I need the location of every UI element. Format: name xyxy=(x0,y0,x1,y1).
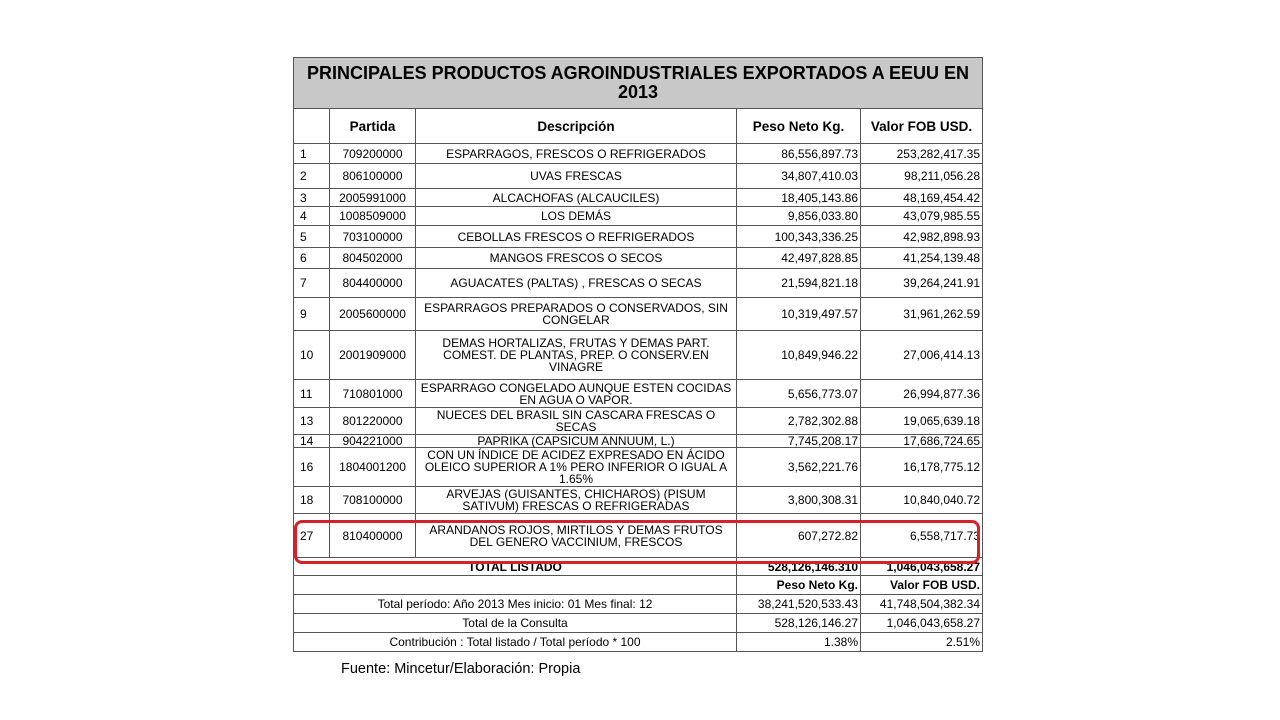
row-number: 9 xyxy=(294,298,330,331)
row-descripcion: ARANDANOS ROJOS, MIRTILOS Y DEMAS FRUTOS DEL GENERO VACCINIUM, FRESCOS xyxy=(416,514,737,558)
summary-row-contribucion xyxy=(294,633,983,652)
row-partida: 2005600000 xyxy=(330,298,416,331)
header-valor: Valor FOB USD. xyxy=(861,109,983,144)
table-row xyxy=(294,435,983,448)
row-descripcion: CEBOLLAS FRESCOS O REFRIGERADOS xyxy=(416,226,737,248)
table-row xyxy=(294,269,983,298)
row-partida: 801220000 xyxy=(330,408,416,435)
table-row xyxy=(294,226,983,248)
row-valor: 27,006,414.13 xyxy=(861,331,983,380)
total-listado-row xyxy=(294,558,983,576)
row-partida: 710801000 xyxy=(330,380,416,408)
row-number: 4 xyxy=(294,207,330,226)
summary-row-periodo xyxy=(294,595,983,614)
table-row xyxy=(294,331,983,380)
row-peso: 607,272.82 xyxy=(737,514,861,558)
row-partida: 708100000 xyxy=(330,487,416,514)
row-number: 7 xyxy=(294,269,330,298)
table-title: PRINCIPALES PRODUCTOS AGROINDUSTRIALES EXPORTADOS A EEUU EN 2013 xyxy=(294,58,983,109)
summary-valor: 2.51% xyxy=(861,633,983,652)
row-valor: 42,982,898.93 xyxy=(861,226,983,248)
total-listado-label: TOTAL LISTADO xyxy=(294,558,737,576)
row-partida: 2001909000 xyxy=(330,331,416,380)
row-number: 6 xyxy=(294,248,330,269)
table-row xyxy=(294,248,983,269)
table-body xyxy=(294,144,983,558)
summary-header-blank xyxy=(294,576,737,595)
row-valor: 10,840,040.72 xyxy=(861,487,983,514)
row-descripcion: DEMAS HORTALIZAS, FRUTAS Y DEMAS PART. COMEST. DE PLANTAS, PREP. O CONSERV.EN VINAGRE xyxy=(416,331,737,380)
row-number: 11 xyxy=(294,380,330,408)
export-table xyxy=(293,57,983,652)
summary-peso: 38,241,520,533.43 xyxy=(737,595,861,614)
row-partida: 810400000 xyxy=(330,514,416,558)
table-row xyxy=(294,189,983,207)
row-number: 18 xyxy=(294,487,330,514)
header-descripcion: Descripción xyxy=(416,109,737,144)
row-number: 3 xyxy=(294,189,330,207)
row-descripcion: CON UN ÍNDICE DE ACIDEZ EXPRESADO EN ÁCIDO OLEICO SUPERIOR A 1% PERO INFERIOR O IGUAL A 1.65% xyxy=(416,448,737,487)
header-peso: Peso Neto Kg. xyxy=(737,109,861,144)
row-valor: 19,065,639.18 xyxy=(861,408,983,435)
row-descripcion: ARVEJAS (GUISANTES, CHICHAROS) (PISUM SATIVUM) FRESCAS O REFRIGERADAS xyxy=(416,487,737,514)
row-partida: 2005991000 xyxy=(330,189,416,207)
header-no xyxy=(294,109,330,144)
header-partida: Partida xyxy=(330,109,416,144)
row-valor: 48,169,454.42 xyxy=(861,189,983,207)
row-descripcion: PAPRIKA (CAPSICUM ANNUUM, L.) xyxy=(416,435,737,448)
summary-row-consulta xyxy=(294,614,983,633)
summary-header-valor: Valor FOB USD. xyxy=(861,576,983,595)
row-peso: 2,782,302.88 xyxy=(737,408,861,435)
header-row xyxy=(294,109,983,144)
summary-header-peso: Peso Neto Kg. xyxy=(737,576,861,595)
row-valor: 41,254,139.48 xyxy=(861,248,983,269)
table-row xyxy=(294,380,983,408)
row-partida: 709200000 xyxy=(330,144,416,164)
summary-label: Total período: Año 2013 Mes inicio: 01 Mes final: 12 xyxy=(294,595,737,614)
row-partida: 703100000 xyxy=(330,226,416,248)
row-number: 2 xyxy=(294,164,330,189)
table-row xyxy=(294,514,983,558)
row-valor: 253,282,417.35 xyxy=(861,144,983,164)
summary-label: Total de la Consulta xyxy=(294,614,737,633)
row-partida: 904221000 xyxy=(330,435,416,448)
summary-header-row xyxy=(294,576,983,595)
table-row xyxy=(294,207,983,226)
table-row xyxy=(294,144,983,164)
row-peso: 5,656,773.07 xyxy=(737,380,861,408)
row-valor: 17,686,724.65 xyxy=(861,435,983,448)
row-peso: 34,807,410.03 xyxy=(737,164,861,189)
row-number: 10 xyxy=(294,331,330,380)
table-row xyxy=(294,487,983,514)
row-descripcion: ESPARRAGO CONGELADO AUNQUE ESTEN COCIDAS EN AGUA O VAPOR. xyxy=(416,380,737,408)
row-peso: 10,319,497.57 xyxy=(737,298,861,331)
row-peso: 21,594,821.18 xyxy=(737,269,861,298)
summary-valor: 1,046,043,658.27 xyxy=(861,614,983,633)
row-valor: 16,178,775.12 xyxy=(861,448,983,487)
row-valor: 98,211,056.28 xyxy=(861,164,983,189)
row-descripcion: UVAS FRESCAS xyxy=(416,164,737,189)
row-peso: 9,856,033.80 xyxy=(737,207,861,226)
table-row xyxy=(294,164,983,189)
row-descripcion: ESPARRAGOS PREPARADOS O CONSERVADOS, SIN CONGELAR xyxy=(416,298,737,331)
row-valor: 43,079,985.55 xyxy=(861,207,983,226)
table-row xyxy=(294,298,983,331)
export-table-container xyxy=(293,57,982,652)
summary-label: Contribución : Total listado / Total período * 100 xyxy=(294,633,737,652)
row-number: 1 xyxy=(294,144,330,164)
row-peso: 18,405,143.86 xyxy=(737,189,861,207)
row-partida: 804502000 xyxy=(330,248,416,269)
row-partida: 1804001200 xyxy=(330,448,416,487)
row-peso: 3,800,308.31 xyxy=(737,487,861,514)
row-partida: 806100000 xyxy=(330,164,416,189)
row-descripcion: ALCACHOFAS (ALCAUCILES) xyxy=(416,189,737,207)
row-descripcion: AGUACATES (PALTAS) , FRESCAS O SECAS xyxy=(416,269,737,298)
row-number: 13 xyxy=(294,408,330,435)
row-partida: 804400000 xyxy=(330,269,416,298)
row-number: 27 xyxy=(294,514,330,558)
row-valor: 6,558,717.73 xyxy=(861,514,983,558)
row-peso: 10,849,946.22 xyxy=(737,331,861,380)
row-peso: 42,497,828.85 xyxy=(737,248,861,269)
summary-peso: 1.38% xyxy=(737,633,861,652)
row-peso: 100,343,336.25 xyxy=(737,226,861,248)
row-descripcion: ESPARRAGOS, FRESCOS O REFRIGERADOS xyxy=(416,144,737,164)
row-peso: 7,745,208.17 xyxy=(737,435,861,448)
row-valor: 39,264,241.91 xyxy=(861,269,983,298)
row-number: 16 xyxy=(294,448,330,487)
summary-peso: 528,126,146.27 xyxy=(737,614,861,633)
summary-valor: 41,748,504,382.34 xyxy=(861,595,983,614)
row-partida: 1008509000 xyxy=(330,207,416,226)
row-descripcion: NUECES DEL BRASIL SIN CASCARA FRESCAS O SECAS xyxy=(416,408,737,435)
row-peso: 86,556,897.73 xyxy=(737,144,861,164)
row-peso: 3,562,221.76 xyxy=(737,448,861,487)
total-listado-valor: 1,046,043,658.27 xyxy=(861,558,983,576)
row-valor: 26,994,877.36 xyxy=(861,380,983,408)
source-note: Fuente: Mincetur/Elaboración: Propia xyxy=(341,661,581,677)
table-row xyxy=(294,408,983,435)
total-listado-peso: 528,126,146.310 xyxy=(737,558,861,576)
row-descripcion: LOS DEMÁS xyxy=(416,207,737,226)
row-valor: 31,961,262.59 xyxy=(861,298,983,331)
table-row xyxy=(294,448,983,487)
row-descripcion: MANGOS FRESCOS O SECOS xyxy=(416,248,737,269)
row-number: 14 xyxy=(294,435,330,448)
row-number: 5 xyxy=(294,226,330,248)
